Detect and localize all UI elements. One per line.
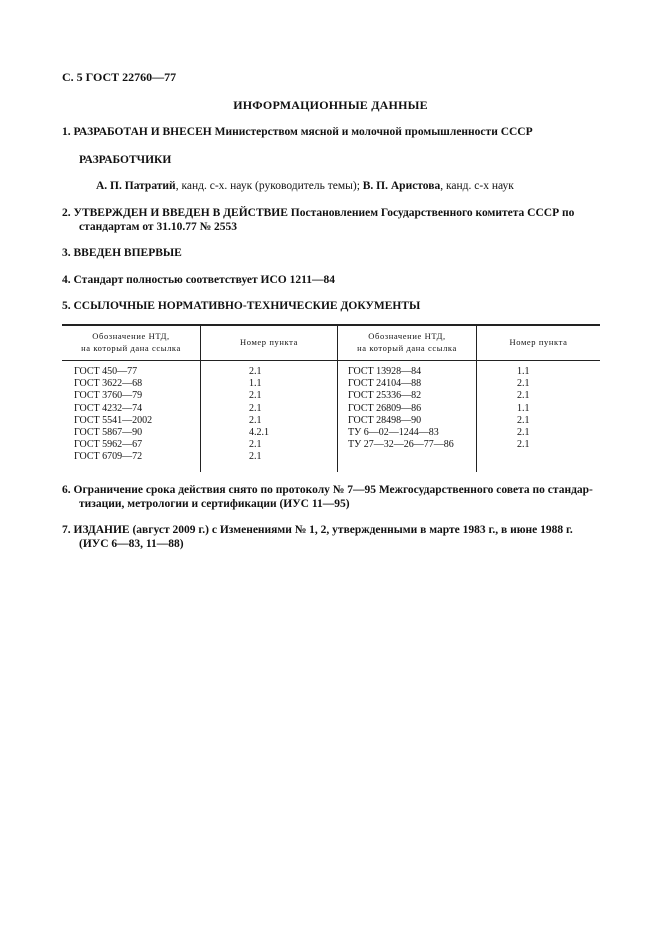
- item-5: 5. ССЫЛОЧНЫЕ НОРМАТИВНО-ТЕХНИЧЕСКИЕ ДОКУМЕНТЫ: [62, 300, 421, 312]
- table-row-doc: ГОСТ 5962—67: [74, 439, 143, 451]
- item-1-text: Министерством мясной и молочной промышленности СССР: [214, 126, 533, 138]
- left-points-column: [201, 361, 338, 472]
- page-header: С. 5 ГОСТ 22760—77: [62, 70, 177, 84]
- col-header-ntd-right: [338, 325, 477, 361]
- item-2-text-cont: стандартам от 31.10.77 № 2553: [79, 221, 238, 233]
- right-docs-column: [338, 361, 477, 472]
- item-7-line1: 7. ИЗДАНИЕ (август 2009 г.) с Изменениями № 1, 2, утвержденными в марте 1983 г., в июне 1988 г.: [62, 524, 573, 536]
- table-row-doc: ГОСТ 4232—74: [74, 402, 143, 414]
- col-header-point-right: Номер пункта: [477, 325, 601, 361]
- table-row-point: 1.1: [517, 366, 530, 377]
- item-4: 4. Стандарт полностью соответствует ИСО 1211—84: [62, 274, 335, 286]
- table-row-point: 2.1: [517, 439, 530, 451]
- table-row-point: 2.1: [517, 426, 530, 438]
- item-1-label: 1. РАЗРАБОТАН И ВНЕСЕН: [62, 126, 212, 138]
- item-2-text: Постановлением Государственного комитета СССР по: [290, 207, 575, 219]
- developer-name-2: В. П. Аристова: [362, 180, 441, 192]
- item-2-label: 2. УТВЕРЖДЕН И ВВЕДЕН В ДЕЙСТВИЕ: [62, 207, 288, 219]
- right-points-column: [477, 361, 601, 472]
- item-6-line1: 6. Ограничение срока действия снято по протоколу № 7—95 Межгосударственного совета по стандар-: [62, 484, 593, 496]
- table-row-doc: ГОСТ 25336—82: [348, 390, 422, 402]
- table-row-doc: ГОСТ 5541—2002: [74, 414, 153, 426]
- developers-heading: РАЗРАБОТЧИКИ: [79, 154, 172, 166]
- table-row-doc: ГОСТ 5867—90: [74, 426, 143, 438]
- developer-desc-1: , канд. с-х. наук (руководитель темы);: [175, 180, 363, 192]
- table-row-doc: ГОСТ 24104—88: [348, 378, 422, 390]
- table-row-point: 2.1: [249, 451, 262, 463]
- developer-name-1: А. П. Патратий: [96, 180, 176, 192]
- references-table: [62, 324, 600, 472]
- col-header-ntd-right-line1: Обозначение НТД,: [368, 331, 446, 341]
- item-2: [62, 207, 574, 219]
- table-row-doc: ГОСТ 3760—79: [74, 390, 143, 402]
- table-row-doc: ГОСТ 6709—72: [74, 451, 143, 463]
- item-6-line2: тизации, метрологии и сертификации (ИУС 11—95): [79, 498, 350, 510]
- section-title: ИНФОРМАЦИОННЫЕ ДАННЫЕ: [233, 98, 428, 112]
- table-row-point: 2.1: [249, 366, 262, 377]
- table-row-point: 2.1: [249, 414, 262, 426]
- col-header-ntd-right-line2: на который дана ссылка: [357, 343, 457, 353]
- table-row-doc: ТУ 6—02—1244—83: [348, 426, 439, 438]
- item-1: [62, 126, 533, 138]
- table-row-point: 4.2.1: [249, 426, 269, 438]
- table-row-point: 2.1: [249, 402, 262, 414]
- col-header-point-left: Номер пункта: [201, 325, 338, 361]
- col-header-ntd-left-line2: на который дана ссылка: [81, 343, 181, 353]
- table-row-doc: ГОСТ 3622—68: [74, 378, 143, 390]
- table-row-doc: ГОСТ 13928—84: [348, 366, 422, 377]
- item-7-line2: (ИУС 6—83, 11—88): [79, 538, 184, 550]
- table-row-point: 1.1: [517, 402, 530, 414]
- col-header-ntd-left-line1: Обозначение НТД,: [92, 331, 170, 341]
- table-row-doc: ТУ 27—32—26—77—86: [348, 439, 454, 451]
- table-row-point: 2.1: [249, 390, 262, 402]
- table-row-point: 2.1: [249, 439, 262, 451]
- left-docs-column: [62, 361, 201, 472]
- table-row-point: 2.1: [517, 378, 530, 390]
- col-header-ntd-left: [62, 325, 201, 361]
- developer-desc-2: , канд. с-х наук: [440, 180, 514, 192]
- table-row-point: 1.1: [249, 378, 262, 390]
- item-3: 3. ВВЕДЕН ВПЕРВЫЕ: [62, 247, 182, 259]
- table-row-doc: ГОСТ 28498—90: [348, 414, 422, 426]
- table-row-doc: ГОСТ 450—77: [74, 366, 138, 377]
- table-row-point: 2.1: [517, 390, 530, 402]
- table-row-point: 2.1: [517, 414, 530, 426]
- developers-line: [96, 180, 514, 192]
- table-row-doc: ГОСТ 26809—86: [348, 402, 422, 414]
